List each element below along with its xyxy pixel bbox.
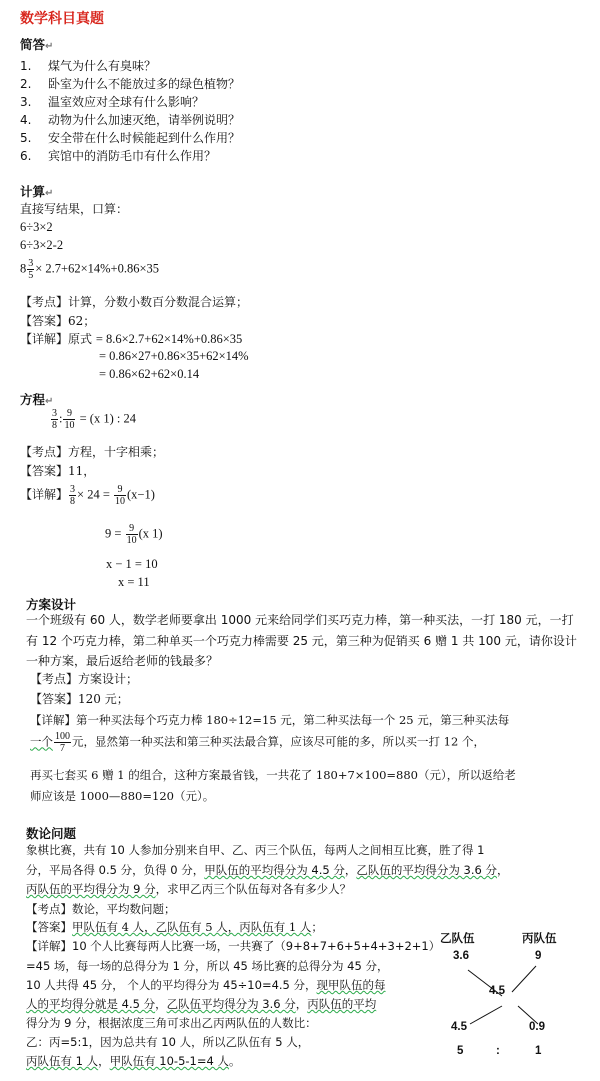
detail-line: x = 11 (118, 575, 150, 589)
list-item: 2. 卧室为什么不能放过多的绿色植物？ (20, 77, 241, 91)
diagram-ratio-left: 5 (457, 1045, 464, 1057)
kaodian-label: 【考点】计算，分数小数百分数混合运算； (20, 295, 249, 309)
diagram-label-bing: 丙队伍 (522, 933, 557, 945)
diagram-value-left-bottom: 4.5 (451, 1021, 467, 1033)
section-heading-shulun: 数论问题 (26, 826, 77, 841)
diagram-label-yi: 乙队伍 (440, 933, 475, 945)
calc-line: 6÷3×2 (20, 220, 53, 234)
diagram-value-yi: 3.6 (453, 950, 469, 962)
kaodian-label: 【考点】方案设计； (30, 672, 139, 686)
calc-intro: 直接写结果，口算： (20, 202, 129, 216)
detail-line: = 0.86×62+62×0.14 (99, 367, 200, 381)
detail-line: = 0.86×27+0.86×35+62×14% (99, 349, 249, 363)
list-item: 4. 动物为什么加速灭绝，请举例说明？ (20, 113, 241, 127)
problem-line: 象棋比赛，共有 10 人参加分别来自甲、乙、丙三个队伍，每两人之间相互比赛，胜了得 1 (26, 843, 485, 857)
detail-line: 10 人共得 45 分， 个人的平均得分为 45÷10=4.5 分，现甲队伍的每 (26, 978, 386, 992)
detail-line: 人的平均得分就是 4.5 分，乙队伍平均得分为 3.6 分，丙队伍的平均 (26, 997, 377, 1011)
section-heading-fangan: 方案设计 (26, 597, 77, 612)
question-list (20, 58, 240, 166)
detail-line: 乙：丙=5:1，因为总共有 10 人，所以乙队伍有 5 人， (26, 1035, 310, 1049)
answer-label: 【答案】11， (20, 464, 96, 478)
detail-line: 再买七套买 6 赠 1 的组合，这种方案最省钱，一共花了 180+7×100=880（元），所以返给老 (30, 768, 516, 782)
detail-line: 【详解】第一种买法每个巧克力棒 180÷12=15 元，第二种买法每一个 25 元，第三种买法每 (30, 713, 510, 727)
pilcrow-icon: ↵ (45, 41, 54, 52)
kaodian-label: 【考点】数论，平均数问题； (26, 902, 176, 916)
detail-line: 一个 $\frac{100}{7}$ 元，显然第一种买法和第三种买法最合算，应该尽可能的多，所以买一打 12 个， (30, 731, 485, 754)
list-item: 3. 温室效应对全球有什么影响？ (20, 95, 205, 109)
answer-label: 【答案】62； (20, 314, 96, 328)
kaodian-label: 【考点】方程，十字相乘； (20, 445, 165, 459)
answer-label: 【答案】甲队伍有 4 人，乙队伍有 5 人，丙队伍有 1 人； (26, 920, 323, 934)
list-item: 6. 宾馆中的消防毛巾有什么作用？ (20, 149, 217, 163)
section-heading-jisuan: 计算↵ (20, 184, 54, 199)
list-item: 1. 煤气为什么有臭味？ (20, 59, 157, 73)
detail-line: 得分为 9 分，根据浓度三角可求出乙丙两队伍的人数比： (26, 1016, 317, 1030)
list-item: 5. 安全带在什么时候能起到什么作用？ (20, 131, 241, 145)
detail-line: 丙队伍有 1 人，甲队伍有 10-5-1=4 人。 (26, 1054, 241, 1068)
calc-expression: 8 $\frac{3}{5}$ × 2.7+62×14%+0.86×35 (20, 258, 160, 281)
detail-line: 【详解】10 个人比赛每两人比赛一场，一共赛了（9+8+7+6+5+4+3+2+1） (26, 939, 441, 953)
section-heading-fangcheng: 方程↵ (20, 392, 54, 407)
problem-line: 分，平局各得 0.5 分，负得 0 分，甲队伍的平均得分为 4.5 分，乙队伍的平均得分为 3.6 分， (26, 863, 509, 877)
page-title: 数学科目真题 (20, 11, 104, 27)
detail-line: 9 = $\frac{9}{10}$ (x 1) (105, 523, 163, 546)
calc-line: 6÷3×2-2 (20, 238, 64, 252)
diagram-ratio-colon: : (496, 1045, 500, 1057)
answer-label: 【答案】120 元； (30, 692, 129, 706)
diagram-line (470, 1006, 502, 1024)
detail-line: 【详解】 $\frac{3}{8}$ × 24 = $\frac{9}{10}$ (x−1) (20, 484, 155, 507)
detail-line: x − 1 = 10 (106, 557, 158, 571)
diagram-value-right-bottom: 0.9 (529, 1021, 545, 1033)
equation: $\frac{3}{8}$ : $\frac{9}{10}$ = (x 1) : 24 (52, 408, 136, 431)
diagram-ratio-right: 1 (535, 1045, 542, 1057)
diagram-line (512, 966, 536, 992)
detail-line: 师应该是 1000—880=120（元）。 (30, 789, 215, 803)
problem-line: 丙队伍的平均得分为 9 分，求甲乙丙三个队伍每对各有多少人？ (26, 882, 352, 896)
detail-line: 【详解】原式 = 8.6×2.7+62×14%+0.86×35 (20, 332, 243, 346)
diagram-value-bing: 9 (535, 950, 542, 962)
detail-line: =45 场，每一场的总得分为 1 分，所以 45 场比赛的总得分为 45 分， (26, 959, 389, 973)
pilcrow-icon: ↵ (45, 188, 54, 199)
problem-paragraph: 一个班级有 60 人，数学老师要拿出 1000 元来给同学们买巧克力棒，第一种买法，一打 180 元，一打有 12 个巧克力棒，第二种单买一个巧克力棒需要 25 元，第三种为促销买 6 赠 1 共 100 元，请你设计一种方案，最后返给老师的钱最多？ (26, 613, 577, 668)
pilcrow-icon: ↵ (45, 396, 54, 407)
section-heading-jianda: 简答↵ (20, 37, 54, 52)
diagram-value-center: 4.5 (489, 985, 505, 997)
